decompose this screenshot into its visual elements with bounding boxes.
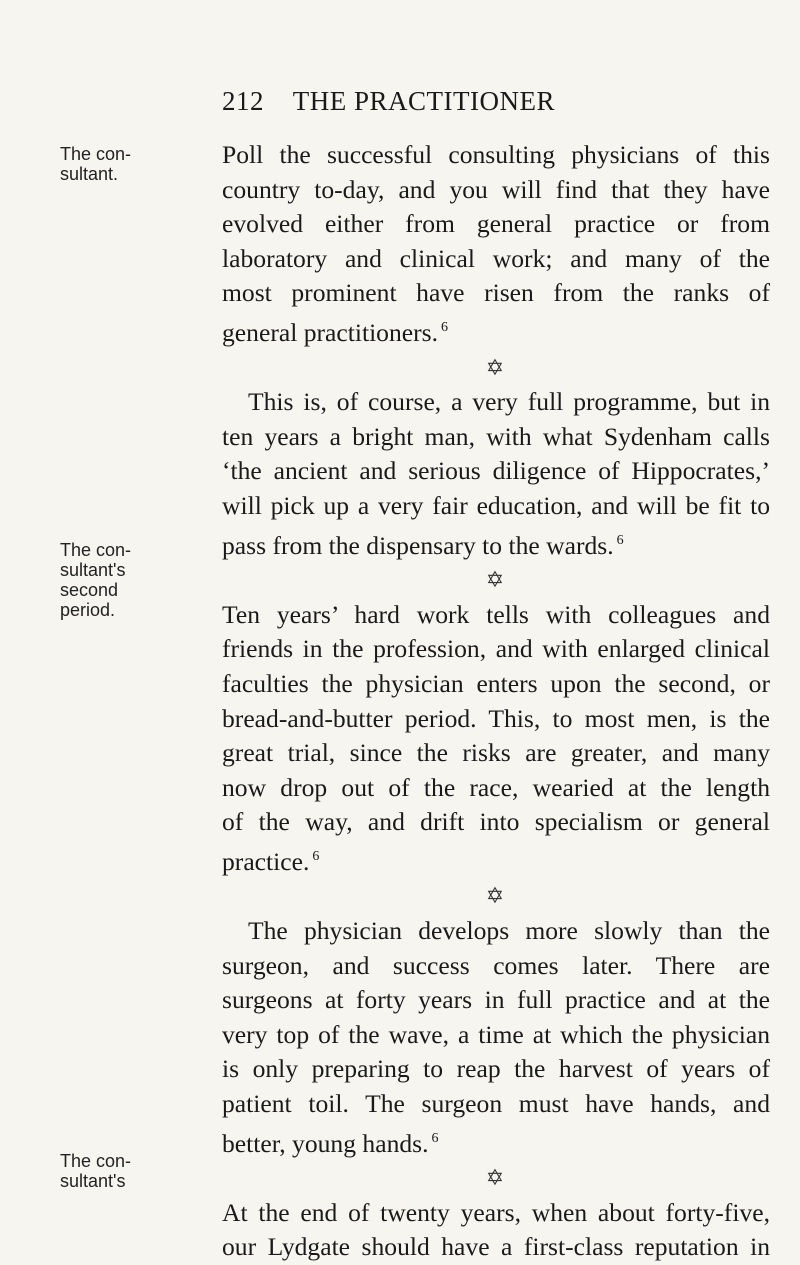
text-line-last <box>222 524 770 564</box>
running-header <box>222 86 555 117</box>
margin-note-line: sultant's <box>60 1171 126 1191</box>
paragraph-4 <box>222 914 770 1161</box>
text-line: friends in the profession, and with enlarged clinical <box>222 634 770 664</box>
text-line: is only preparing to reap the harvest of years of <box>222 1054 770 1084</box>
margin-note-line: sultant's <box>60 560 126 580</box>
separator-ornament-icon: ✡ <box>485 1165 505 1191</box>
text-line: surgeon, and success comes later. There are <box>222 950 770 980</box>
text-line: very top of the wave, a time at which the physician <box>222 1019 770 1049</box>
paragraph-5 <box>222 1196 770 1265</box>
text-line: our Lydgate should have a first-class reputation in <box>222 1232 770 1262</box>
text-line: bread-and-butter period. This, to most men, is the <box>222 703 770 733</box>
margin-note-line: The con- <box>60 540 132 560</box>
separator-ornament-icon: ✡ <box>485 567 505 593</box>
separator-ornament-icon: ✡ <box>485 883 505 909</box>
text-line: Poll the successful consulting physicians of this <box>222 140 770 169</box>
text-line: This is, of course, a very full programme, but in <box>248 387 770 417</box>
text-line: country to-day, and you will find that they have <box>222 174 770 204</box>
text-line: ten years a bright man, with what Sydenham calls <box>222 421 770 451</box>
text-line: faculties the physician enters upon the second, or <box>222 668 770 698</box>
running-title: THE PRACTITIONER <box>292 86 555 116</box>
text-line: better, young hands. <box>222 1128 429 1158</box>
section-separator <box>222 563 770 598</box>
text-line: of the way, and drift into specialism or general <box>222 807 770 837</box>
page-number: 212 <box>222 86 264 116</box>
section-separator <box>222 1161 770 1196</box>
text-line: will pick up a very fair education, and will be fit to <box>222 490 770 520</box>
margin-note-line: The con- <box>60 144 132 164</box>
text-line-last <box>222 311 770 351</box>
margin-note-second-period <box>60 540 131 620</box>
text-line: At the end of twenty years, when about forty-five, <box>222 1197 770 1227</box>
separator-ornament-icon: ✡ <box>485 354 505 380</box>
text-line-last <box>222 840 770 880</box>
margin-note-line: sultant. <box>60 164 119 184</box>
margin-note-consultants <box>60 1151 131 1191</box>
text-line: laboratory and clinical work; and many of the <box>222 243 770 273</box>
text-line: ‘the ancient and serious diligence of Hippocrates,’ <box>222 456 770 486</box>
text-line: general practitioners. <box>222 317 439 347</box>
section-separator <box>222 879 770 914</box>
footnote-ref: 6 <box>616 532 624 548</box>
section-separator <box>222 351 770 386</box>
text-line: surgeons at forty years in full practice and at the <box>222 985 770 1015</box>
margin-note-line: The con- <box>60 1151 132 1171</box>
margin-note-consultant <box>60 144 131 184</box>
margin-note-line: period. <box>60 600 116 620</box>
text-line: now drop out of the race, wearied at the length <box>222 772 770 802</box>
footnote-ref: 6 <box>431 1130 439 1146</box>
footnote-ref: 6 <box>312 848 320 864</box>
text-line: most prominent have risen from the ranks of <box>222 278 770 308</box>
text-line: evolved either from general practice or from <box>222 209 770 239</box>
body-text <box>222 138 770 1265</box>
paragraph-3 <box>222 598 770 880</box>
margin-note-line: second <box>60 580 119 600</box>
text-line: Ten years’ hard work tells with colleagues and <box>222 599 770 629</box>
paragraph-2 <box>222 385 770 563</box>
footnote-ref: 6 <box>441 319 449 335</box>
text-line-last <box>222 1122 770 1162</box>
text-line: practice. <box>222 846 310 876</box>
text-line: great trial, since the risks are greater, and many <box>222 738 770 768</box>
text-line: pass from the dispensary to the wards. <box>222 530 614 560</box>
text-line: patient toil. The surgeon must have hands, and <box>222 1089 770 1119</box>
text-line: The physician develops more slowly than the <box>248 916 770 946</box>
paragraph-1 <box>222 138 770 351</box>
